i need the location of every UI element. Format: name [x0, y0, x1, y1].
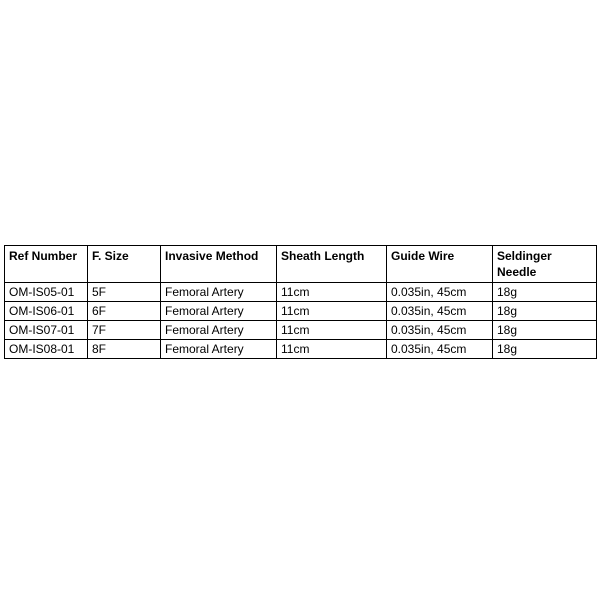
cell-invasive-method: Femoral Artery: [161, 340, 277, 359]
cell-sheath-length: 11cm: [277, 302, 387, 321]
cell-invasive-method: Femoral Artery: [161, 302, 277, 321]
cell-seldinger-needle: 18g: [493, 321, 597, 340]
header-f-size: F. Size: [88, 246, 161, 283]
cell-ref-number: OM-IS05-01: [5, 283, 88, 302]
cell-invasive-method: Femoral Artery: [161, 283, 277, 302]
cell-ref-number: OM-IS06-01: [5, 302, 88, 321]
header-sheath-length: Sheath Length: [277, 246, 387, 283]
cell-f-size: 6F: [88, 302, 161, 321]
cell-guide-wire: 0.035in, 45cm: [387, 321, 493, 340]
header-seldinger-needle: Seldinger Needle: [493, 246, 597, 283]
cell-sheath-length: 11cm: [277, 283, 387, 302]
cell-ref-number: OM-IS07-01: [5, 321, 88, 340]
cell-seldinger-needle: 18g: [493, 283, 597, 302]
cell-ref-number: OM-IS08-01: [5, 340, 88, 359]
table-row: [5, 302, 597, 321]
header-ref-number: Ref Number: [5, 246, 88, 283]
header-guide-wire: Guide Wire: [387, 246, 493, 283]
cell-guide-wire: 0.035in, 45cm: [387, 340, 493, 359]
header-invasive-method: Invasive Method: [161, 246, 277, 283]
cell-f-size: 7F: [88, 321, 161, 340]
cell-f-size: 8F: [88, 340, 161, 359]
table-row: [5, 283, 597, 302]
table-header-row: [5, 246, 597, 283]
table-row: [5, 321, 597, 340]
product-spec-table: [4, 245, 597, 359]
cell-sheath-length: 11cm: [277, 340, 387, 359]
cell-sheath-length: 11cm: [277, 321, 387, 340]
table-row: [5, 340, 597, 359]
cell-guide-wire: 0.035in, 45cm: [387, 302, 493, 321]
cell-seldinger-needle: 18g: [493, 340, 597, 359]
cell-invasive-method: Femoral Artery: [161, 321, 277, 340]
cell-guide-wire: 0.035in, 45cm: [387, 283, 493, 302]
cell-seldinger-needle: 18g: [493, 302, 597, 321]
cell-f-size: 5F: [88, 283, 161, 302]
